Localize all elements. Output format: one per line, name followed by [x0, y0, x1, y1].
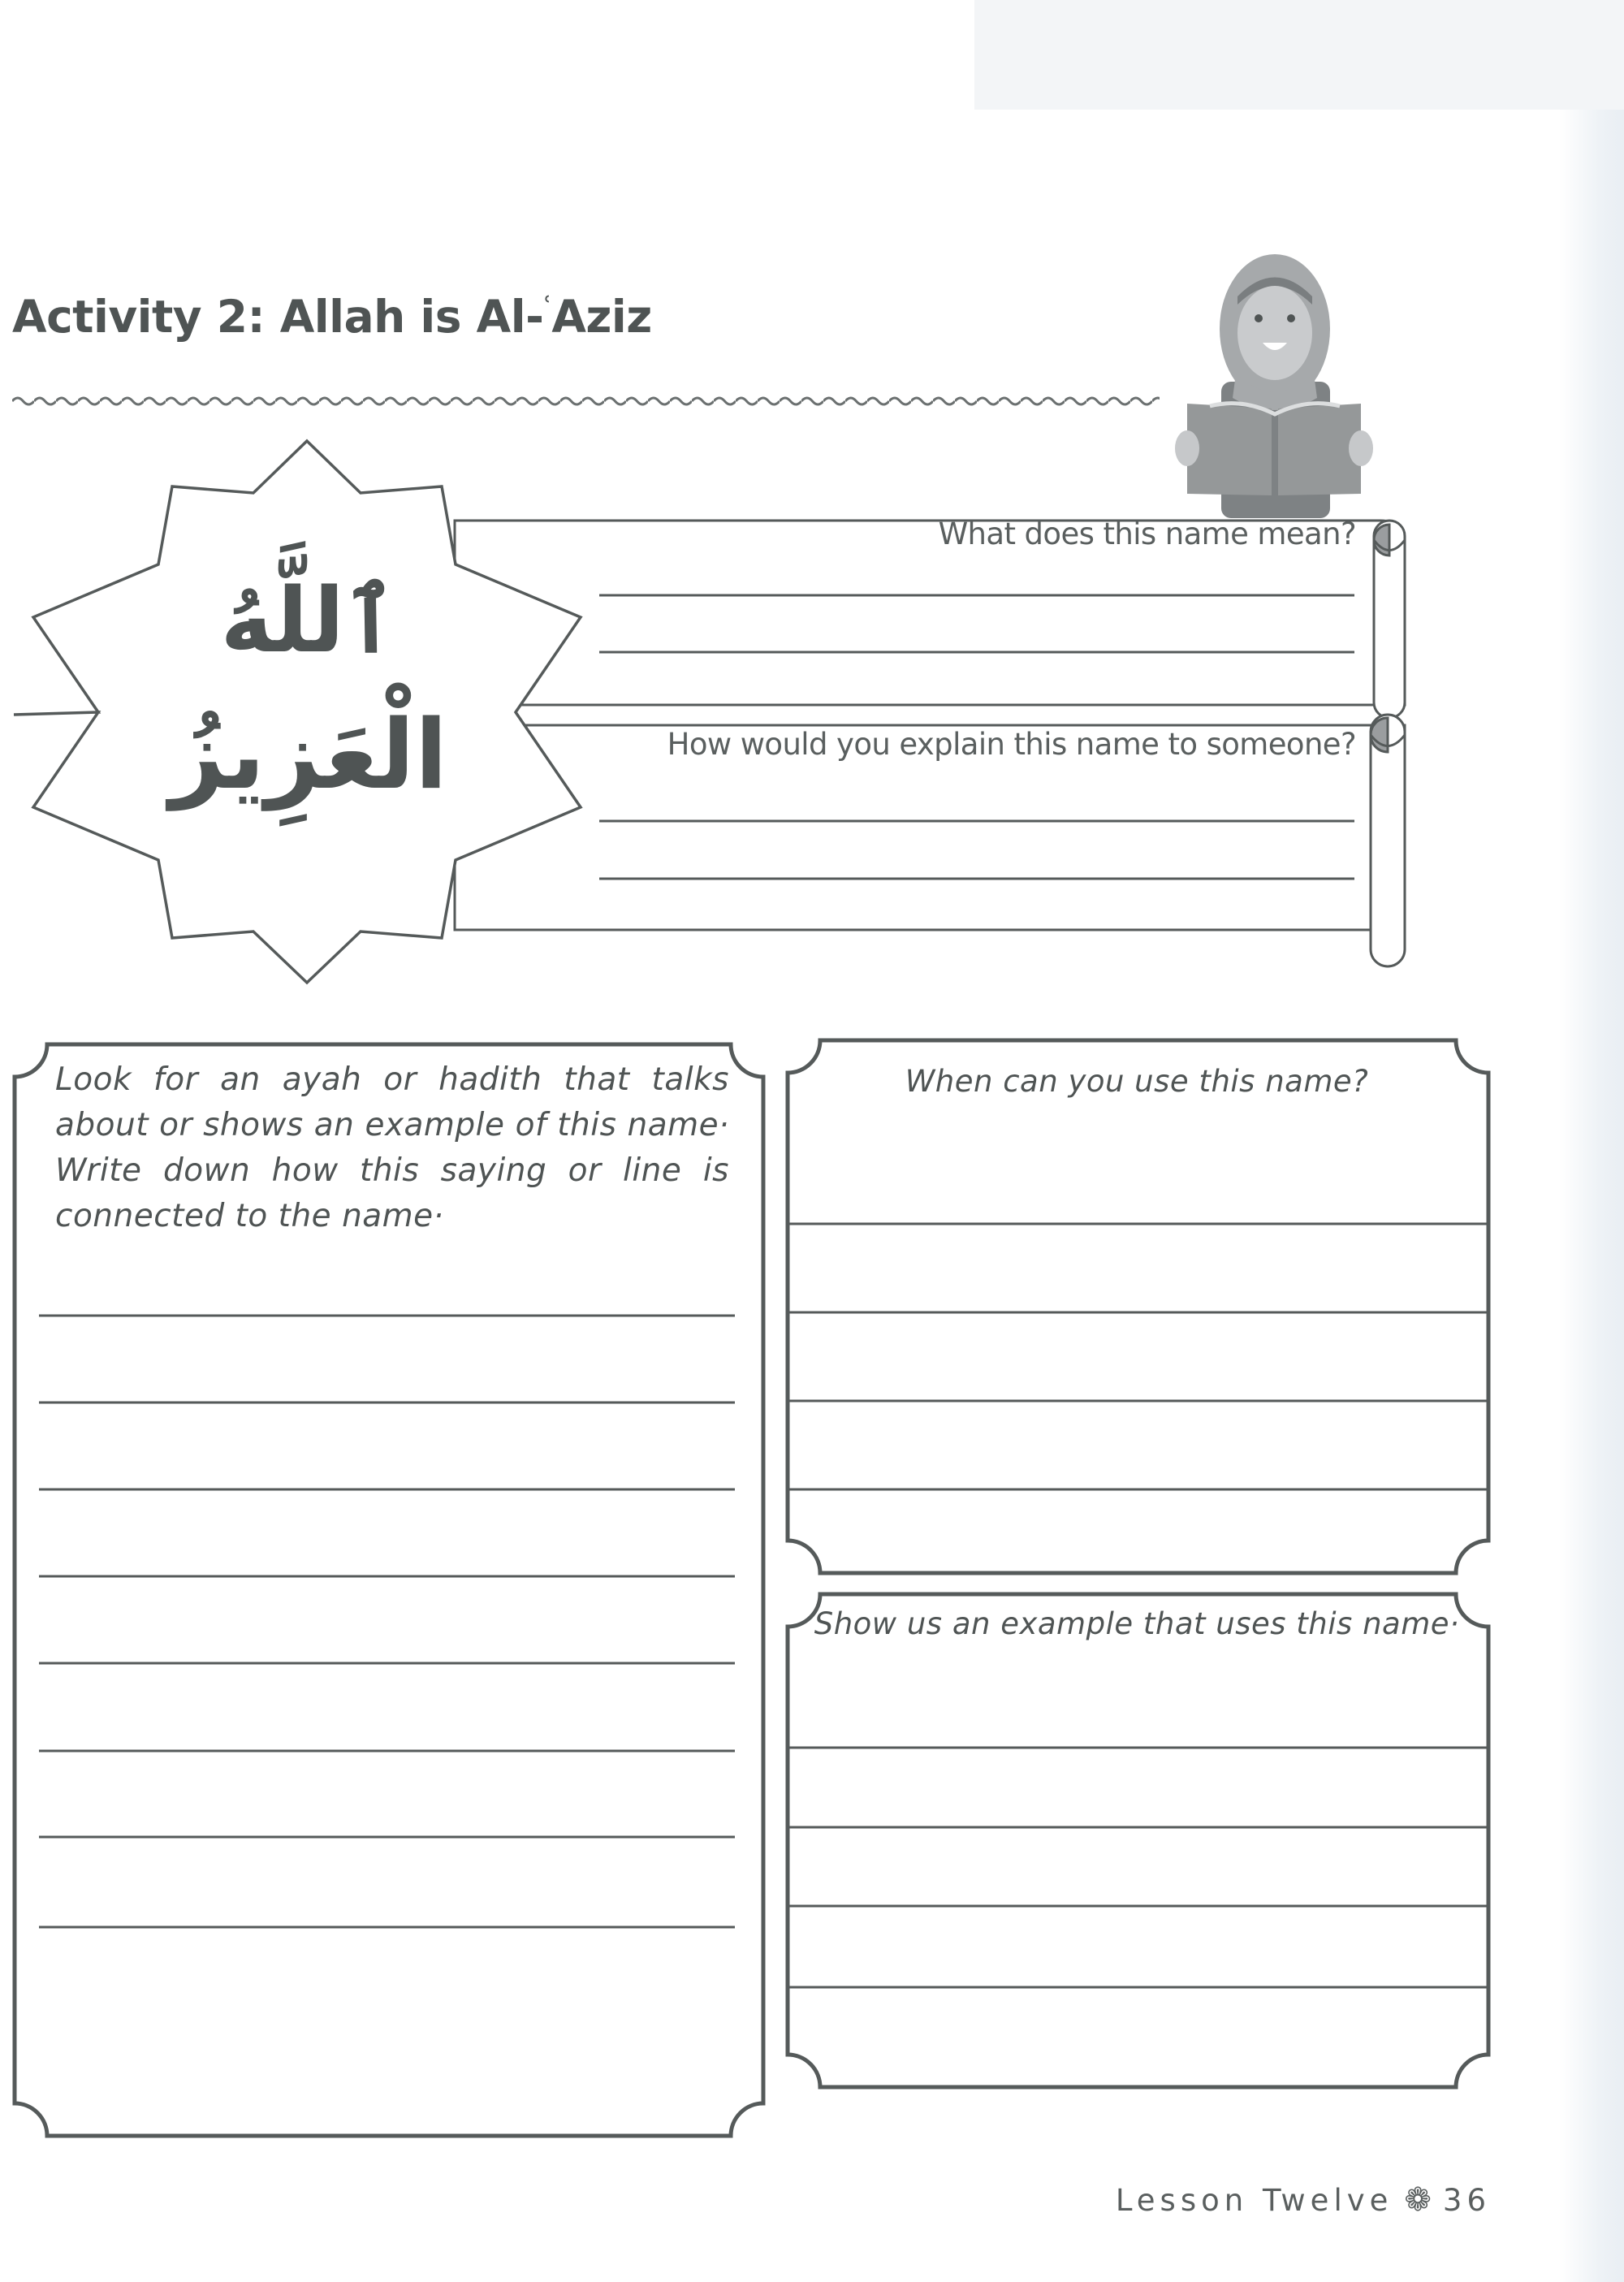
- girl-reading-icon: [1175, 254, 1373, 518]
- card-right-top-writing-lines[interactable]: [788, 1224, 1488, 1489]
- flower-ornament-icon: ❁: [1404, 2181, 1432, 2219]
- question-explain: How would you explain this name to someone?: [667, 727, 1356, 762]
- card-right-bottom-prompt: Show us an example that uses this name·: [814, 1606, 1460, 1641]
- wavy-divider: [12, 390, 1160, 413]
- page-footer: [1116, 2181, 1491, 2219]
- activity-title: Activity 2: Allah is Al-$^ʿ$Aziz: [12, 291, 652, 343]
- page-number: 36: [1442, 2182, 1491, 2218]
- card-right-top-frame: [788, 1040, 1488, 1573]
- lesson-label: Lesson Twelve: [1115, 2182, 1393, 2218]
- scroll-roll-meaning: [1374, 521, 1405, 718]
- card-left-prompt: Look for an ayah or hadith that talks about or shows an example of this name· Write down how this saying or line is connected to the name·: [55, 1061, 729, 1234]
- card-right-bottom-frame: [788, 1594, 1488, 2087]
- card-right-top-prompt: When can you use this name?: [905, 1064, 1369, 1099]
- card-left-writing-lines[interactable]: [39, 1316, 735, 1927]
- arabic-al-aziz: الْعَزِيزُ: [169, 698, 448, 810]
- arabic-allah: ٱللَّهُ: [220, 568, 397, 672]
- scroll-roll-explain: [1371, 715, 1405, 966]
- question-meaning: What does this name mean?: [938, 516, 1356, 551]
- card-right-bottom-writing-lines[interactable]: [788, 1748, 1488, 1987]
